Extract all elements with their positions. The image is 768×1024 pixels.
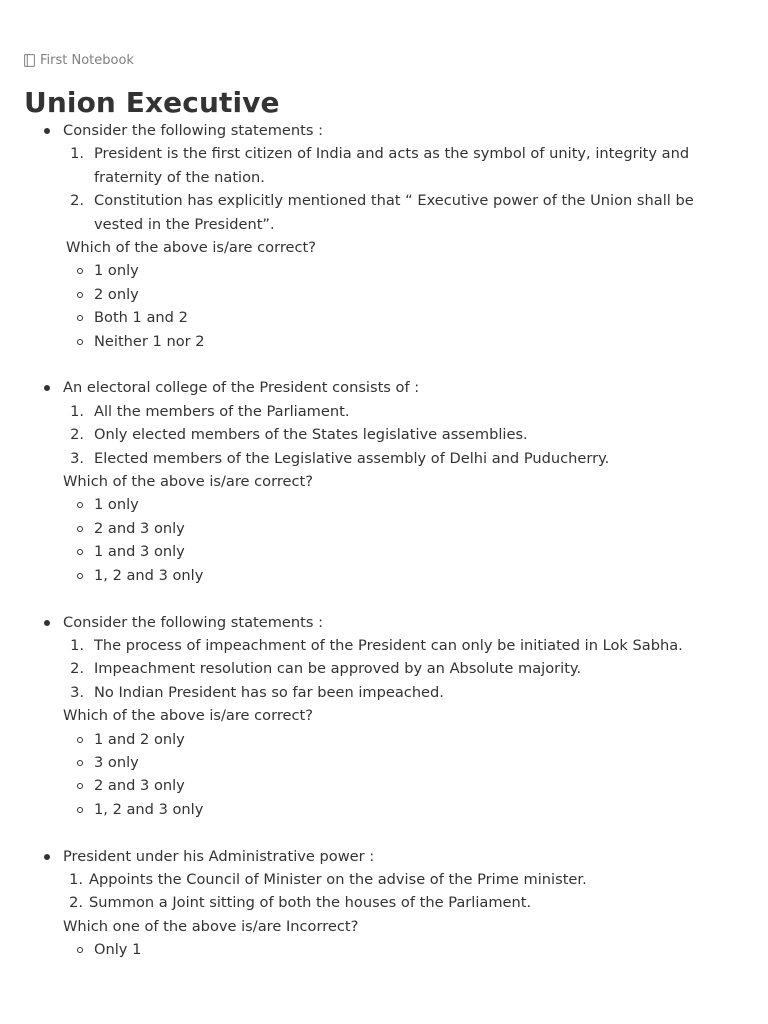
statement-list [63, 634, 744, 704]
option-item: 1, 2 and 3 only [63, 564, 744, 587]
question-lead: Consider the following statements : [63, 122, 324, 139]
option-item: 1 only [63, 493, 744, 516]
question-lead: President under his Administrative power : [63, 847, 375, 865]
statement-number: 1. [70, 402, 84, 420]
question-lead: Consider the following statements : [63, 613, 324, 631]
page-title: Union Executive [24, 86, 280, 119]
option-item: 1 and 2 only [63, 728, 744, 751]
statement-text: Elected members of the Legislative assembly of Delhi and Puducherry. [94, 449, 610, 467]
statement-number: 2. [70, 426, 84, 444]
statement-item [63, 400, 744, 423]
question-lead: An electoral college of the President consists of : [63, 379, 420, 397]
statement-number: 1. [70, 145, 84, 163]
statement-item [63, 681, 744, 704]
option-item: 1 and 3 only [63, 540, 744, 563]
question-list [24, 119, 744, 962]
option-item: 2 and 3 only [63, 517, 744, 540]
question-item [44, 376, 744, 587]
question-prompt: Which one of the above is/are Incorrect? [63, 917, 359, 935]
option-list [63, 493, 744, 587]
statement-number: 3. [70, 683, 84, 701]
option-item: 2 and 3 only [63, 774, 744, 797]
question-item [44, 119, 744, 353]
option-item: 3 only [63, 751, 744, 774]
statement-text: Summon a Joint sitting of both the houses of the Parliament. [89, 894, 532, 912]
statement-item [63, 657, 744, 680]
question-prompt: Which of the above is/are correct? [66, 239, 316, 257]
statement-item [63, 891, 744, 914]
statement-number: 2. [69, 894, 83, 912]
statement-number: 2. [70, 192, 84, 210]
question-prompt: Which of the above is/are correct? [63, 473, 313, 491]
statement-text: Impeachment resolution can be approved by an Absolute majority. [94, 660, 582, 678]
option-list [63, 728, 744, 822]
notebook-name[interactable]: First Notebook [40, 52, 134, 68]
statement-text: Constitution has explicitly mentioned that “ Executive power of the Union shall be vested in the President”. [94, 192, 694, 233]
option-item: Both 1 and 2 [63, 306, 744, 329]
statement-number: 2. [70, 660, 84, 678]
statement-item [63, 634, 744, 657]
statement-text: No Indian President has so far been impeached. [94, 683, 444, 701]
option-item: Neither 1 nor 2 [63, 330, 744, 353]
statement-item [63, 142, 744, 189]
option-item: Only 1 [63, 938, 744, 961]
notebook-icon [24, 54, 35, 67]
statement-number: 3. [70, 449, 84, 467]
statement-number: 1. [70, 636, 84, 654]
statement-text: Only elected members of the States legislative assemblies. [94, 426, 528, 444]
option-list [63, 259, 744, 353]
statement-item [63, 447, 744, 470]
statement-item [63, 423, 744, 446]
statement-item [63, 868, 744, 891]
statement-list [63, 868, 744, 915]
note-body[interactable] [24, 119, 744, 962]
statement-text: President is the first citizen of India and acts as the symbol of unity, integrity and fraternity of the nation. [94, 145, 690, 186]
option-list [63, 938, 744, 961]
statement-item [63, 189, 744, 236]
question-item [44, 611, 744, 822]
question-item [44, 845, 744, 962]
option-item: 1, 2 and 3 only [63, 798, 744, 821]
statement-text: The process of impeachment of the President can only be initiated in Lok Sabha. [94, 636, 683, 654]
statement-text: All the members of the Parliament. [94, 402, 350, 420]
statement-text: Appoints the Council of Minister on the advise of the Prime minister. [89, 870, 587, 888]
statement-list [63, 142, 744, 236]
statement-number: 1. [69, 870, 83, 888]
notebook-breadcrumb[interactable] [24, 51, 744, 69]
statement-list [63, 400, 744, 470]
question-prompt: Which of the above is/are correct? [63, 707, 313, 725]
option-item: 2 only [63, 283, 744, 306]
option-item: 1 only [63, 259, 744, 282]
